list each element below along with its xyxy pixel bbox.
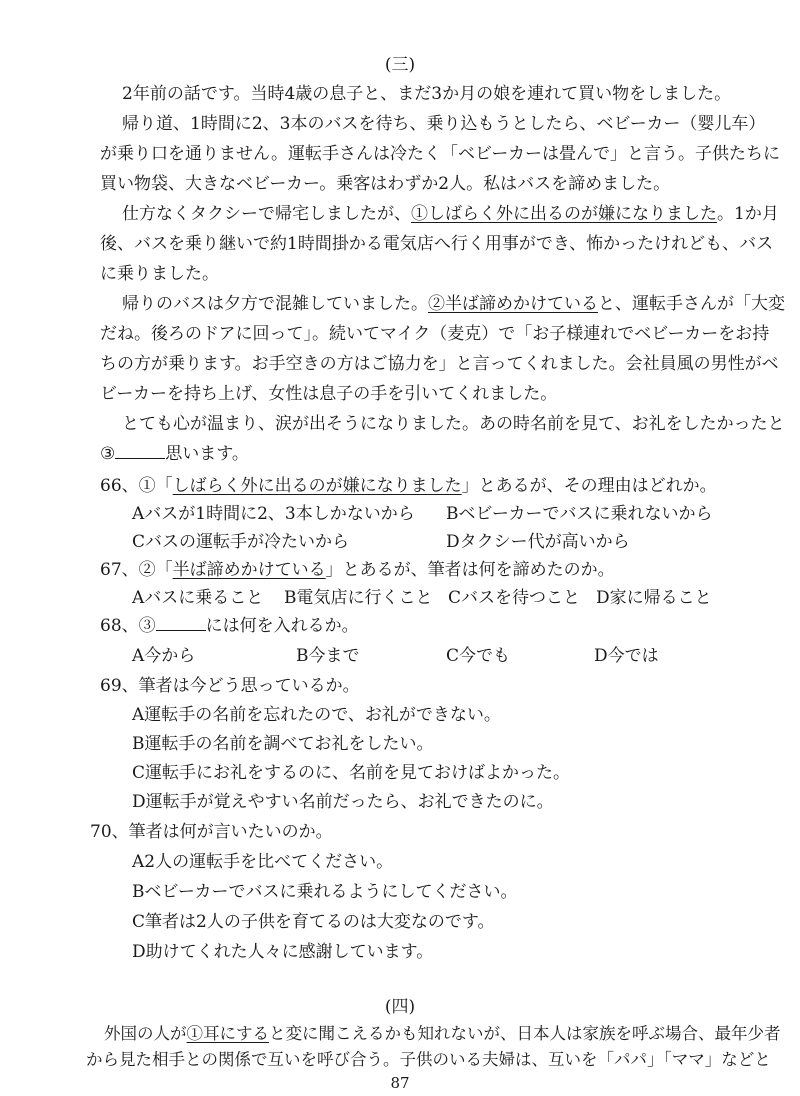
passage-line: だね。後ろのドアに回って」。続いてマイク（麦克）で「お子様連れでベビーカーをお持 (100, 324, 770, 344)
passage-line: とても心が温まり、涙が出そうになりました。あの時名前を見て、お礼をしたかったと (122, 414, 785, 434)
passage-line: が乗り口を通りません。運転手さんは冷たく「ベビーカーは畳んで」と言う。子供たちに (100, 144, 780, 164)
option-c: C今でも (446, 646, 511, 666)
option-b: B電気店に行くこと (284, 588, 433, 608)
underlined-phrase: ①耳にする (186, 1024, 269, 1043)
question-70: 70、筆者は何が言いたいのか。 (90, 822, 333, 842)
question-69: 69、筆者は今どう思っているか。 (100, 676, 360, 696)
passage-line (104, 1022, 781, 1046)
passage-line: 帰り道、1時間に2、3本のバスを待ち、乗り込もうとしたら、ベビーカー（婴儿车） (122, 114, 766, 134)
passage-line (122, 202, 779, 226)
passage-line: に乗りました。 (100, 264, 219, 284)
blank-number: ③ (100, 444, 116, 464)
option-c: Cバスを待つこと (448, 588, 581, 608)
option-b: B運転手の名前を調べてお礼をしたい。 (132, 734, 434, 754)
option-c: C運転手にお礼をするのに、名前を見ておけばよかった。 (132, 763, 571, 783)
passage-line: 2年前の話です。当時4歳の息子と、まだ3か月の娘を連れて買い物をしました。 (122, 84, 732, 104)
passage-text: と、運転手さんが「大変 (598, 294, 785, 314)
section-4-title: (四) (384, 997, 416, 1017)
question-number: 66、①「 (100, 476, 173, 496)
option-d: D助けてくれた人々に感謝しています。 (132, 942, 434, 962)
passage-text: 外国の人が (104, 1024, 187, 1043)
option-a: Aバスに乗ること (132, 588, 264, 608)
option-d: D家に帰ること (596, 588, 712, 608)
answer-blank (156, 614, 206, 631)
passage-line: ちの方が乗ります。お手空きの方はご協力を」と言ってくれました。会社員風の男性がベ (100, 354, 779, 374)
passage-line: 買い物袋、大きなベビーカー。乗客はわずか2人。私はバスを諦めました。 (100, 174, 671, 194)
question-text: 」とあるが、その理由はどれか。 (461, 476, 717, 496)
option-b: Bベビーカーでバスに乗れるようにしてください。 (132, 882, 518, 902)
question-text: 」とあるが、筆者は何を諦めたのか。 (325, 560, 615, 580)
question-quote: 半ば諦めかけている (172, 560, 326, 580)
option-d: Dタクシー代が高いから (446, 532, 630, 552)
question-67 (100, 558, 615, 582)
question-66 (100, 474, 717, 498)
passage-text: 。1か月 (717, 204, 779, 224)
underlined-phrase-2: ②半ば諦めかけている (428, 294, 598, 314)
underlined-phrase-1: ①しばらく外に出るのが嫌になりました (411, 204, 717, 224)
answer-blank (115, 442, 165, 459)
passage-text: 思います。 (165, 444, 249, 464)
passage-line (122, 292, 785, 316)
option-c: C筆者は2人の子供を育てるのは大変なのです。 (132, 912, 495, 932)
question-text: には何を入れるか。 (205, 616, 359, 636)
question-quote: しばらく外に出るのが嫌になりました (172, 476, 462, 496)
passage-text: 仕方なくタクシーで帰宅しましたが、 (122, 204, 411, 224)
passage-text: と変に聞こえるかも知れないが、日本人は家族を呼ぶ場合、最年少者 (269, 1024, 781, 1043)
option-a: Aバスが1時間に2、3本しかないから (132, 504, 415, 524)
passage-text: 帰りのバスは夕方で混雑していました。 (122, 294, 428, 314)
page-number: 87 (390, 1074, 410, 1092)
passage-line: から見た相手との関係で互いを呼び合う。子供のいる夫婦は、互いを「パパ」「ママ」などと (86, 1050, 771, 1069)
passage-line (100, 442, 249, 466)
option-c: Cバスの運転手が冷たいから (132, 532, 350, 552)
passage-line: ビーカーを持ち上げ、女性は息子の手を引いてくれました。 (100, 384, 558, 404)
option-d: D運転手が覚えやすい名前だったら、お礼できたのに。 (132, 792, 554, 812)
passage-line: 後、バスを乗り継いで約1時間掛かる電気店へ行く用事ができ、怖かったけれども、バス (100, 234, 774, 254)
option-b: B今まで (296, 646, 360, 666)
question-number: 68、③ (100, 616, 156, 636)
option-a: A今から (132, 646, 196, 666)
question-number: 67、②「 (100, 560, 173, 580)
section-3-title: (三) (384, 55, 416, 75)
question-68 (100, 614, 359, 638)
option-d: D今では (594, 646, 659, 666)
option-a: A2人の運転手を比べてください。 (132, 852, 394, 872)
option-a: A運転手の名前を忘れたので、お礼ができない。 (132, 705, 501, 725)
option-b: Bベビーカーでバスに乗れないから (446, 504, 713, 524)
